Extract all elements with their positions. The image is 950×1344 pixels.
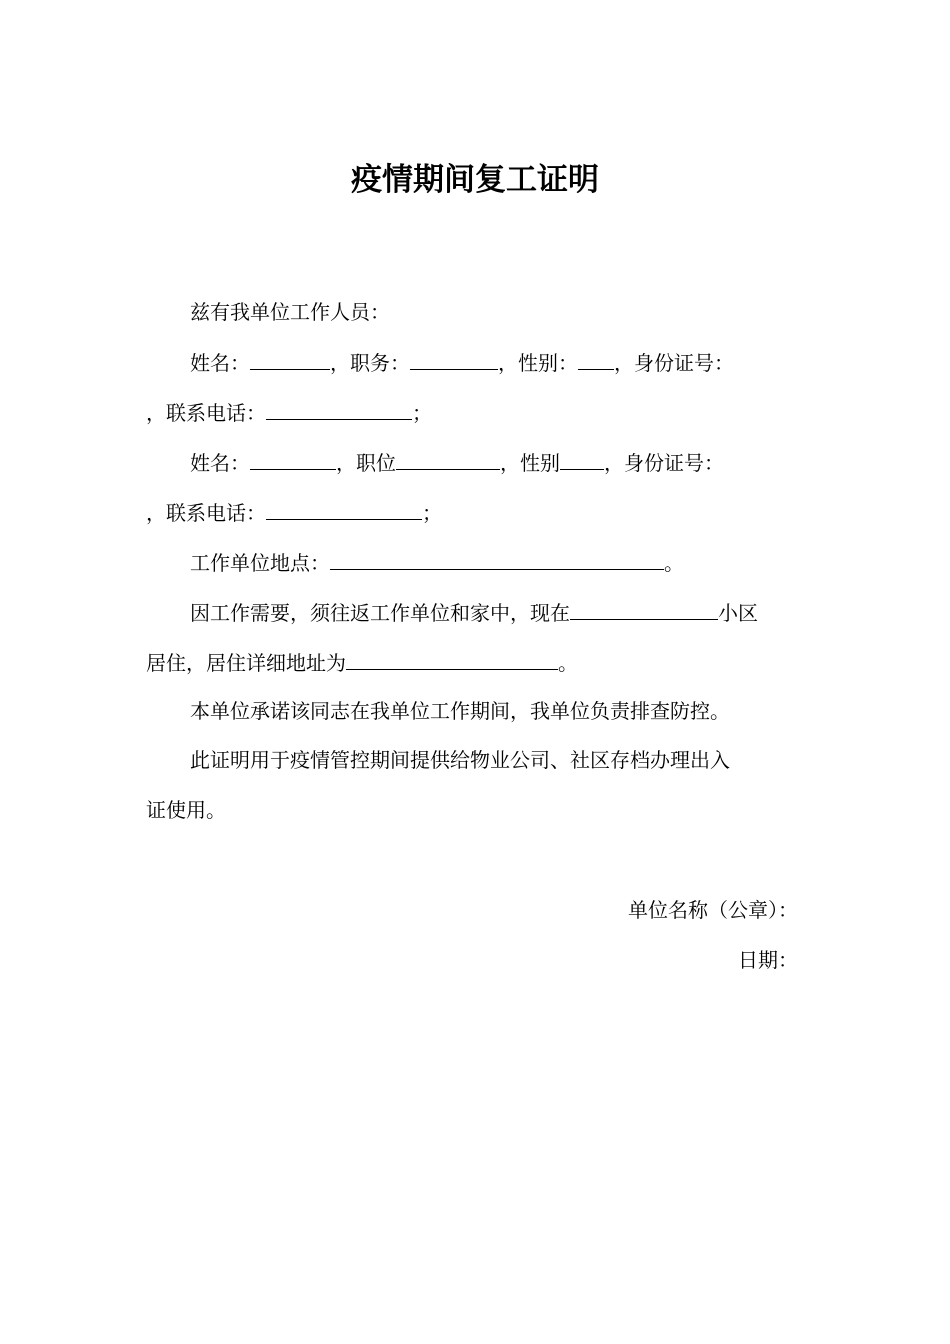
community-blank[interactable]: [570, 597, 718, 620]
name-label: 姓名：: [190, 451, 250, 475]
name-label: 姓名：: [190, 351, 250, 375]
duty-label: ，职务：: [330, 351, 410, 375]
gender-label: ，性别: [500, 451, 560, 475]
promise-line: 本单位承诺该同志在我单位工作期间，我单位负责排查防控。: [190, 699, 730, 723]
document-title: 疫情期间复工证明: [351, 162, 599, 198]
phone-end: ；: [422, 501, 442, 525]
reason-text: 因工作需要，须往返工作单位和家中，现在: [190, 601, 570, 625]
name-blank[interactable]: [250, 447, 336, 470]
person2-phone-line: [146, 497, 806, 525]
position-blank[interactable]: [396, 447, 500, 470]
work-address-end: 。: [664, 551, 684, 575]
gender-blank[interactable]: [560, 447, 604, 470]
intro-line: 兹有我单位工作人员：: [190, 300, 390, 324]
gender-blank[interactable]: [578, 347, 614, 370]
date-label: 日期：: [738, 948, 798, 972]
work-address-blank[interactable]: [330, 547, 664, 570]
phone-label: ，联系电话：: [146, 501, 266, 525]
org-seal-label: 单位名称（公章）：: [628, 898, 798, 922]
position-label: ，职位: [336, 451, 396, 475]
residence-line: [146, 647, 806, 675]
work-address-line: [190, 547, 806, 575]
phone-blank[interactable]: [266, 397, 412, 420]
gender-label: ，性别：: [498, 351, 578, 375]
work-address-label: 工作单位地点：: [190, 551, 330, 575]
residence-label: 居住，居住详细地址为: [146, 651, 346, 675]
name-blank[interactable]: [250, 347, 330, 370]
person1-phone-line: [146, 397, 806, 425]
phone-end: ；: [412, 401, 432, 425]
id-label: ，身份证号：: [614, 351, 734, 375]
community-suffix: 小区: [718, 601, 758, 625]
phone-blank[interactable]: [266, 497, 422, 520]
reason-line: [190, 597, 806, 625]
id-label: ，身份证号：: [604, 451, 724, 475]
duty-blank[interactable]: [410, 347, 498, 370]
person2-line: [190, 447, 806, 475]
phone-label: ，联系电话：: [146, 401, 266, 425]
usage-line-1: 此证明用于疫情管控期间提供给物业公司、社区存档办理出入: [190, 748, 730, 772]
residence-end: 。: [558, 651, 578, 675]
residence-blank[interactable]: [346, 647, 558, 670]
person1-line: [190, 347, 806, 375]
usage-line-2: 证使用。: [146, 798, 226, 822]
